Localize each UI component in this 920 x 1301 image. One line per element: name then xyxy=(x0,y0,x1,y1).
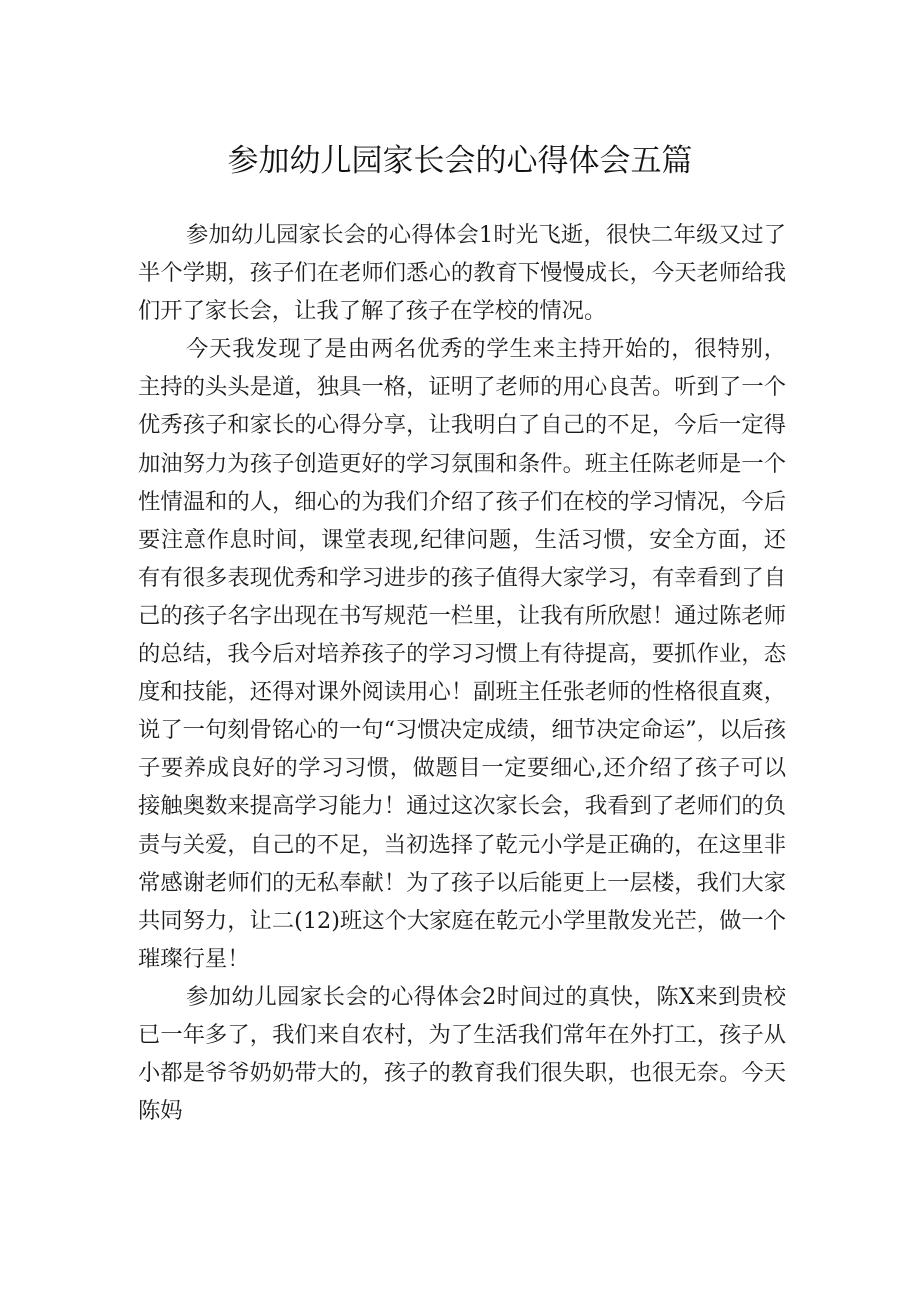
paragraph-2: 今天我发现了是由两名优秀的学生来主持开始的，很特别，主持的头头是道，独具一格，证明了老师的用心良苦。听到了一个优秀孩子和家长的心得分享，让我明白了自己的不足，今后一定得加油努力为孩子创造更好的学习氛围和条件。班主任陈老师是一个性情温和的人，细心的为我们介绍了孩子们在校的学习情况，今后要注意作息时间，课堂表现,纪律问题，生活习惯，安全方面，还有有很多表现优秀和学习进步的孩子值得大家学习，有幸看到了自己的孩子名字出现在书写规范一栏里，让我有所欣慰！通过陈老师的总结，我今后对培养孩子的学习习惯上有待提高，要抓作业，态度和技能，还得对课外阅读用心！副班主任张老师的性格很直爽，说了一句刻骨铭心的一句“习惯决定成绩，细节决定命运”，以后孩子要养成良好的学习习惯，做题目一定要细心,还介绍了孩子可以接触奥数来提高学习能力！通过这次家长会，我看到了老师们的负责与关爱，自己的不足，当初选择了乾元小学是正确的，在这里非常感谢老师们的无私奉献！为了孩子以后能更上一层楼，我们大家共同努力，让二(12)班这个大家庭在乾元小学里散发光芒，做一个璀璨行星！ xyxy=(138,336,786,972)
document-body xyxy=(138,216,786,1130)
paragraph-1: 参加幼儿园家长会的心得体会1时光飞逝，很快二年级又过了半个学期，孩子们在老师们悉心的教育下慢慢成长，今天老师给我们开了家长会，让我了解了孩子在学校的情况。 xyxy=(138,222,786,325)
paragraph-3: 参加幼儿园家长会的心得体会2时间过的真快，陈X来到贵校已一年多了，我们来自农村，为了生活我们常年在外打工，孩子从小都是爷爷奶奶带大的，孩子的教育我们很失职，也很无奈。今天陈妈 xyxy=(138,983,786,1125)
document-title: 参加幼儿园家长会的心得体会五篇 xyxy=(227,142,693,179)
